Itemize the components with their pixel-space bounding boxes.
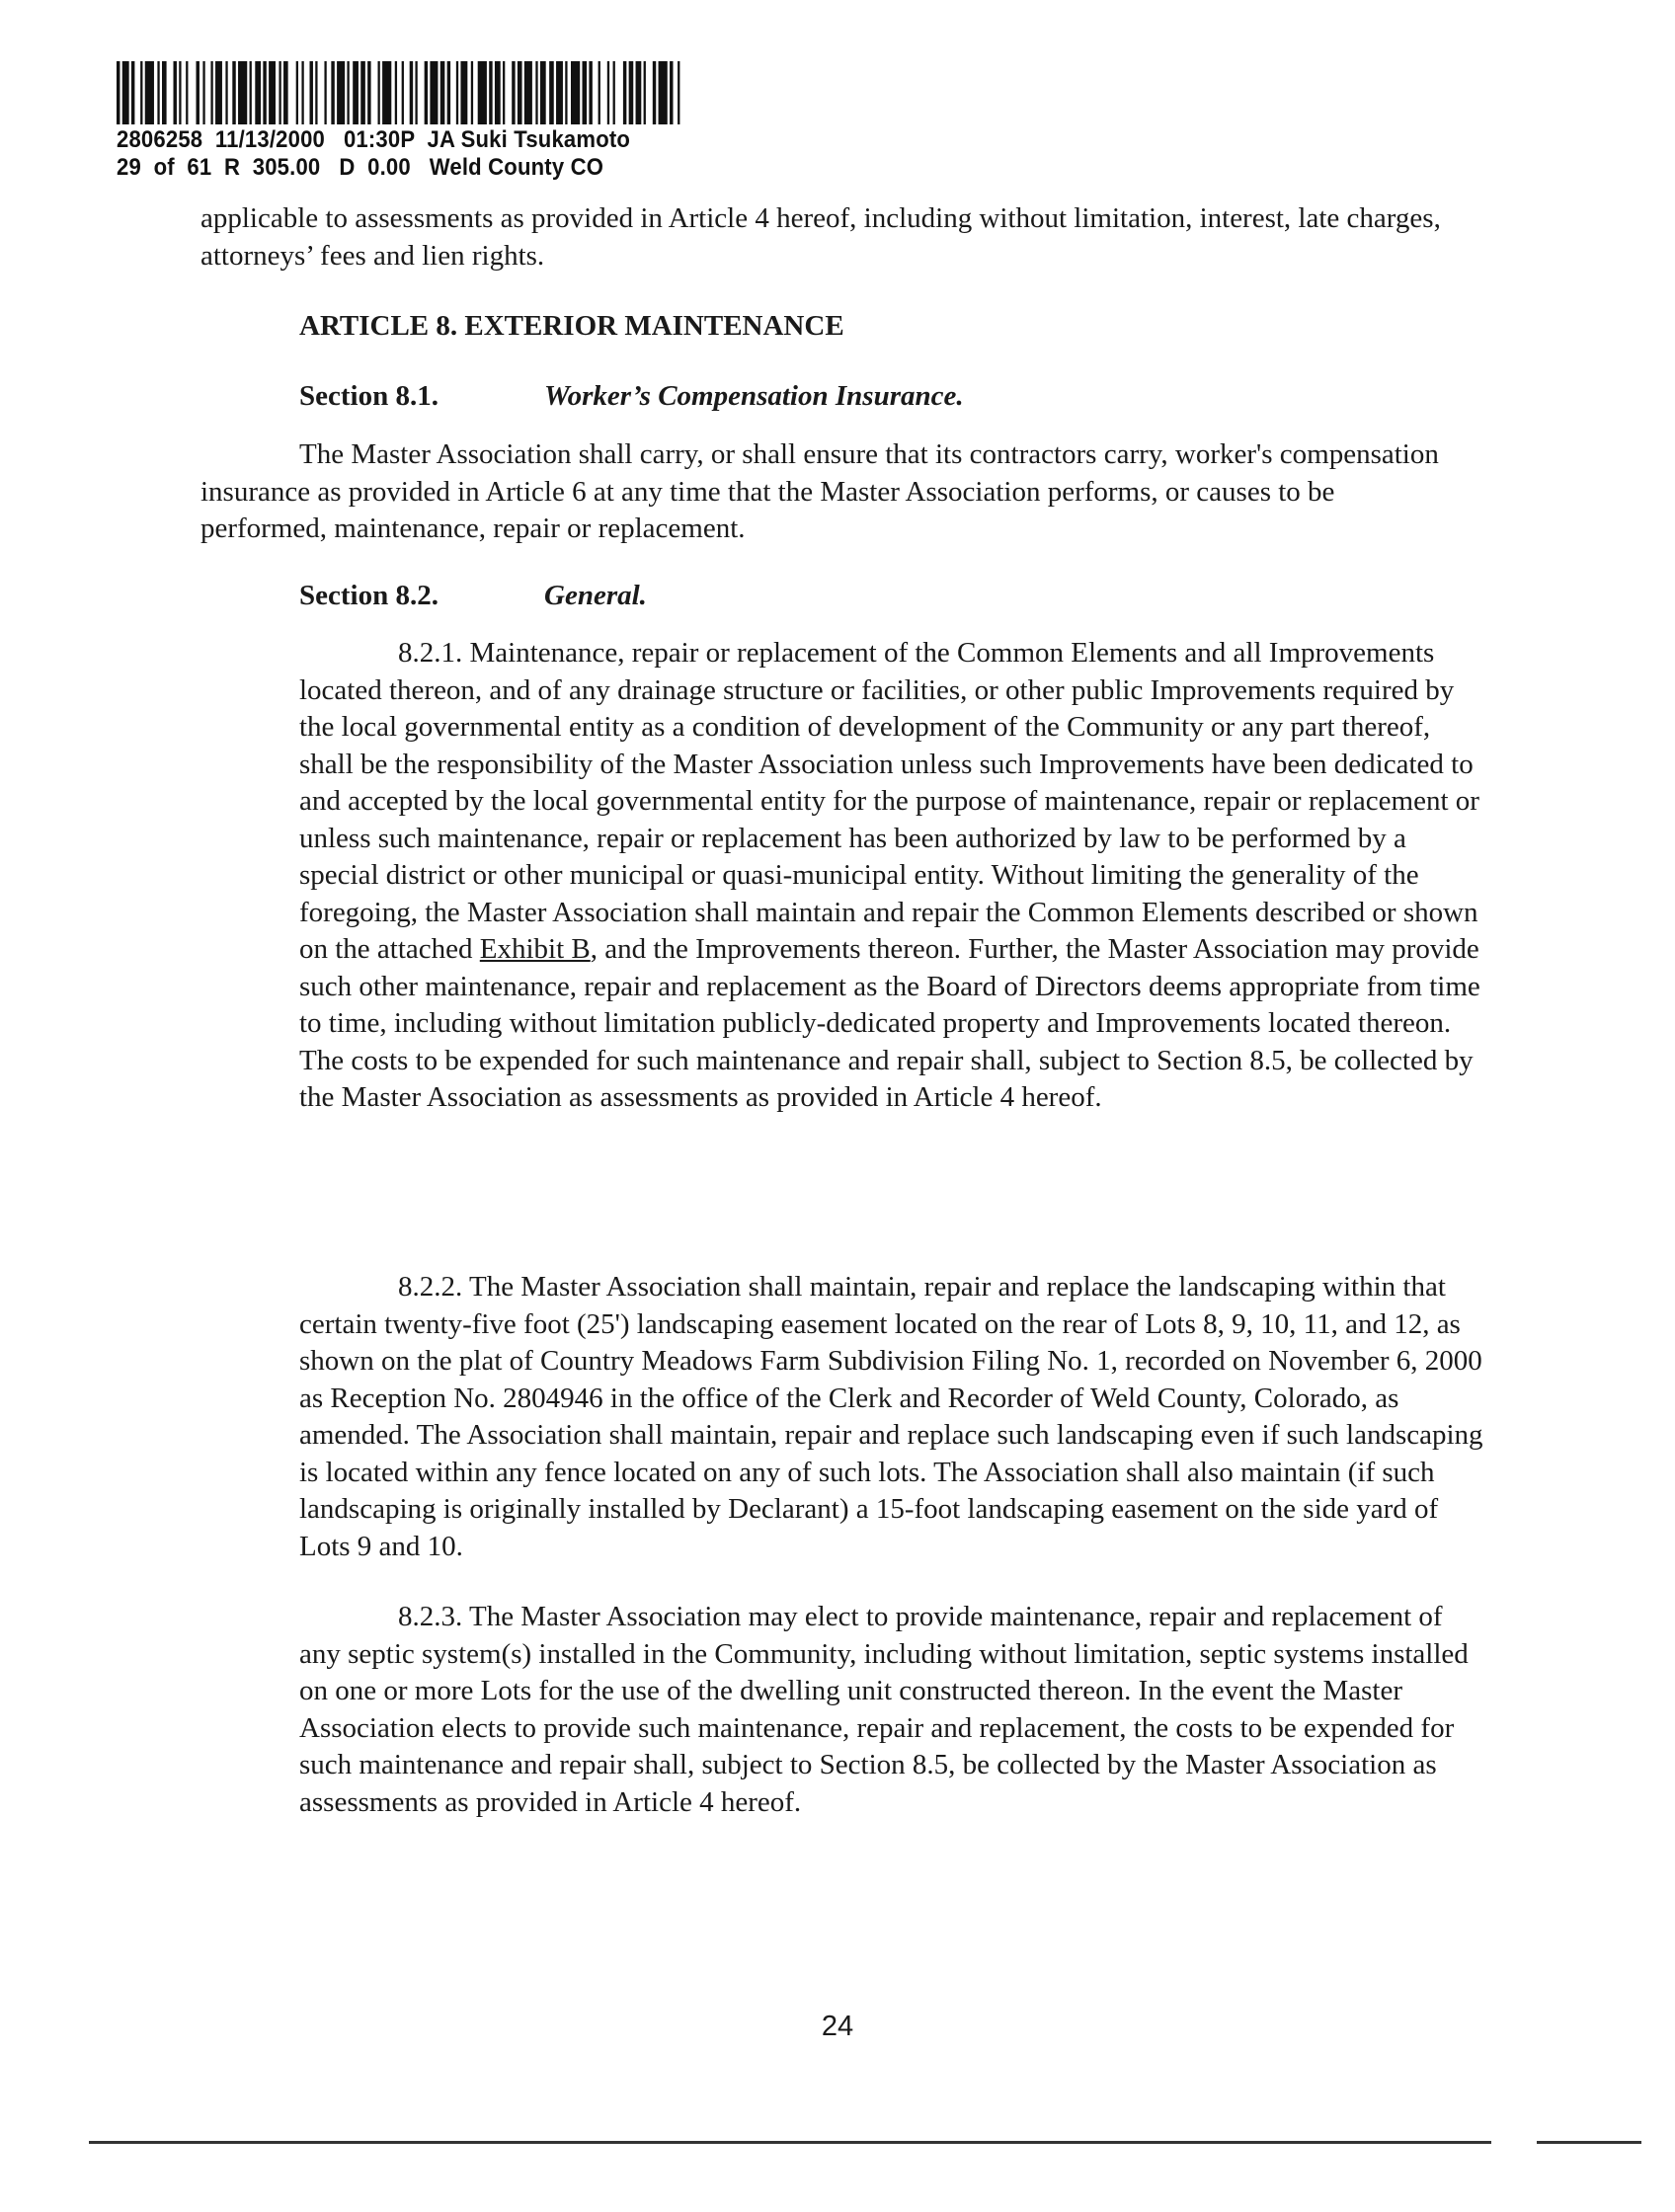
- barcode-bar: [353, 61, 359, 124]
- barcode-bar: [232, 61, 235, 124]
- barcode-bar: [607, 61, 609, 124]
- barcode-bar: [583, 61, 588, 124]
- section-8-1-heading: [299, 380, 964, 413]
- barcode-bar: [197, 61, 199, 124]
- section-8-1-title: Worker’s Compensation Insurance.: [544, 380, 964, 412]
- section-8-2-title: General.: [544, 580, 647, 611]
- barcode-bar: [598, 61, 600, 124]
- barcode-bar: [430, 61, 438, 124]
- barcode-bar: [382, 61, 391, 124]
- section-8-2-heading: [299, 580, 647, 612]
- barcode-bar: [140, 61, 142, 124]
- barcode-bar: [210, 61, 212, 124]
- article-heading: ARTICLE 8. EXTERIOR MAINTENANCE: [299, 310, 844, 342]
- barcode-bar: [440, 61, 445, 124]
- recording-stamp-line-2: 29 of 61 R 305.00 D 0.00 Weld County CO: [117, 154, 604, 181]
- barcode-bar: [478, 61, 487, 124]
- barcode-bar: [629, 61, 634, 124]
- barcode-bar: [425, 61, 428, 124]
- paragraph-8-2-1: [299, 635, 1484, 1117]
- barcode-bar: [174, 61, 177, 124]
- barcode-bar: [310, 61, 313, 124]
- barcode-bar: [269, 61, 276, 124]
- barcode-bar: [410, 61, 413, 124]
- barcode-bar: [678, 61, 679, 124]
- intro-paragraph: applicable to assessments as provided in Article 4 hereof, including without limitation, interest, late charges, attorneys’ fees and lien rights.: [200, 202, 1441, 272]
- barcode-bar: [644, 61, 646, 124]
- recording-stamp-line-1: 2806258 11/13/2000 01:30P JA Suki Tsukamoto: [117, 126, 631, 153]
- barcode-bar: [495, 61, 501, 124]
- barcode-bar: [157, 61, 159, 124]
- section-8-1-number: Section 8.1.: [299, 380, 439, 412]
- barcode-bar: [447, 61, 450, 124]
- barcode-bar: [324, 61, 326, 124]
- barcode-bar: [378, 61, 380, 124]
- barcode-bar: [367, 61, 370, 124]
- barcode-bar: [524, 61, 532, 124]
- barcode-bar: [535, 61, 537, 124]
- barcode-bar: [503, 61, 505, 124]
- barcode-bar: [360, 61, 365, 124]
- barcode-bar: [636, 61, 642, 124]
- barcode-bar: [186, 61, 188, 124]
- footer-rule-right: [1537, 2141, 1641, 2144]
- barcode-bar: [215, 61, 222, 124]
- barcode-bar: [471, 61, 473, 124]
- barcode-bar: [623, 61, 626, 124]
- barcode-bar: [283, 61, 288, 124]
- barcode-bar: [337, 61, 345, 124]
- barcode-bar: [670, 61, 673, 124]
- barcode-bar: [255, 61, 261, 124]
- page-number: 24: [821, 2011, 854, 2042]
- paragraph-8-2-3: 8.2.3. The Master Association may elect to provide maintenance, repair and replacement of any septic system(s) installed in the Community, including without limitation, septic systems installed on one or more Lots for the use of the dwelling unit constructed thereon. In the event the Master Association elects to provide such maintenance, repair and replacement, the costs to be expended for such maintenance and repair shall, subject to Section 8.5, be collected by the Master Association as assessments as provided in Article 4 hereof.: [299, 1601, 1469, 1818]
- footer-rule: [89, 2141, 1491, 2144]
- barcode-image: [117, 61, 794, 124]
- paragraph-8-2-2: 8.2.2. The Master Association shall maintain, repair and replace the landscaping within that certain twenty-five foot (25') landscaping easement located on the rear of Lots 8, 9, 10, 11, and 12, as shown on the plat of Country Meadows Farm Subdivision Filing No. 1, recorded on November 6, 2000 as Reception No. 2804946 in the office of the Clerk and Recorder of Weld County, Colorado, as amended. The Association shall maintain, repair and replace such landscaping even if such landscaping is located within any fence located on any of such lots. The Association shall also maintain (if such landscaping is originally installed by Declarant) a 15-foot landscaping easement on the side yard of Lots 9 and 10.: [299, 1271, 1483, 1562]
- barcode-bar: [540, 61, 546, 124]
- barcode-bar: [589, 61, 592, 124]
- section-8-2-number: Section 8.2.: [299, 580, 439, 611]
- barcode-bar: [225, 61, 227, 124]
- barcode-bar: [512, 61, 515, 124]
- barcode-bar: [131, 61, 134, 124]
- exhibit-b-reference: Exhibit B: [479, 933, 591, 965]
- barcode-bar: [315, 61, 317, 124]
- barcode-bar: [460, 61, 467, 124]
- barcode-bar: [122, 61, 129, 124]
- barcode-bar: [117, 61, 120, 124]
- barcode-bar: [518, 61, 522, 124]
- barcode-bar: [613, 61, 615, 124]
- barcode-bar: [296, 61, 298, 124]
- barcode-bar: [415, 61, 417, 124]
- barcode-bar: [347, 61, 349, 124]
- barcode-bar: [179, 61, 181, 124]
- barcode-bar: [556, 61, 563, 124]
- barcode-bar: [489, 61, 492, 124]
- barcode-bar: [145, 61, 154, 124]
- paragraph-8-2-1-text-a: 8.2.1. Maintenance, repair or replacement of the Common Elements and all Improvements located thereon, and of any drainage structure or facilities, or other public Improvements required by the local governmental entity as a condition of development of the Community or any part thereof, shall be the responsibility of the Master Association unless such Improvements have been dedicated to and accepted by the local governmental entity for the purpose of maintenance, repair or replacement or unless such maintenance, repair or replacement has been authorized by law to be performed by a special district or other municipal or quasi-municipal entity. Without limiting the generality of the foregoing, the Master Association shall maintain and repair the Common Elements described or shown on the attached: [299, 637, 1479, 965]
- barcode-bar: [250, 61, 252, 124]
- barcode-bar: [565, 61, 567, 124]
- barcode-bar: [456, 61, 458, 124]
- barcode-bar: [331, 61, 334, 124]
- barcode-bar: [571, 61, 580, 124]
- barcode-bar: [238, 61, 247, 124]
- barcode-bar: [402, 61, 404, 124]
- barcode-bar: [279, 61, 280, 124]
- barcode-bar: [659, 61, 668, 124]
- barcode-bar: [395, 61, 397, 124]
- barcode-bar: [653, 61, 656, 124]
- barcode-bar: [263, 61, 266, 124]
- barcode-bar: [549, 61, 554, 124]
- section-8-1-paragraph: The Master Association shall carry, or shall ensure that its contractors carry, worker's compensation insurance as provided in Article 6 at any time that the Master Association performs, or causes to be performed, maintenance, repair or replacement.: [200, 438, 1439, 544]
- paragraph-8-2-1-text-b: , and the Improvements thereon. Further, the Master Association may provide such other maintenance, repair and replacement as the Board of Directors deems appropriate from time to time, including without limitation publicly-dedicated property and Improvements located thereon. The costs to be expended for such maintenance and repair shall, subject to Section 8.5, be collected by the Master Association as assessments as provided in Article 4 hereof.: [299, 933, 1480, 1113]
- barcode-bar: [202, 61, 204, 124]
- barcode-bar: [162, 61, 167, 124]
- barcode-bar: [301, 61, 303, 124]
